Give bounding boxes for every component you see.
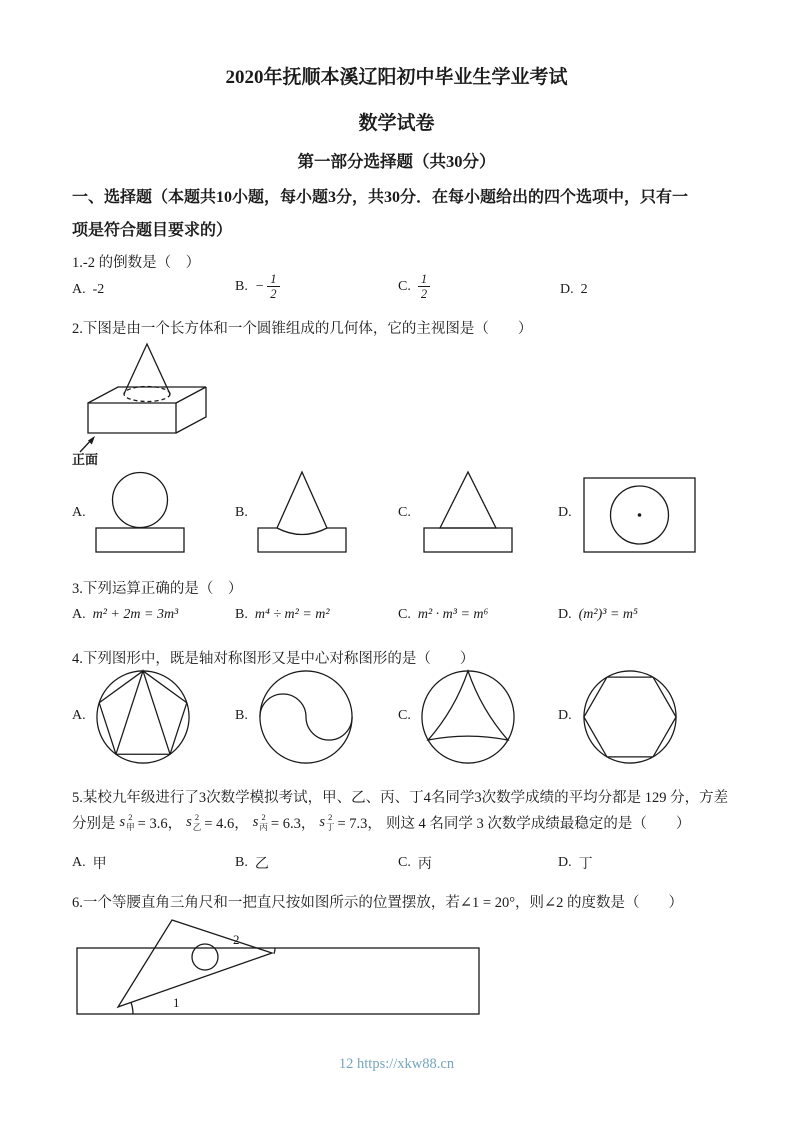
watermark-footer: 12 https://xkw88.cn: [338, 1056, 455, 1072]
q4-option-c-figure: [419, 668, 517, 766]
variance-symbol: s 2 丁: [319, 811, 335, 832]
cuboid-side-face: [176, 387, 206, 433]
q4-option-c-label: C.: [398, 708, 411, 723]
q2-option-d-label: D.: [558, 505, 572, 520]
center-dot: [638, 513, 642, 517]
arrowhead: [88, 436, 95, 445]
q3-option-c: [398, 607, 488, 623]
q2-option-c-figure: [418, 470, 518, 562]
option-value: 2: [580, 282, 588, 297]
q3-option-b: [235, 607, 330, 623]
triangle-shape: [440, 472, 496, 528]
circle-shape: [584, 671, 676, 763]
q2-option-a-figure: [90, 470, 190, 562]
inscribed-hexagon: [584, 677, 676, 757]
variance-value: = 4.6，: [204, 816, 249, 832]
variance-symbol: s 2 甲: [119, 811, 135, 832]
section-heading: 第一部分选择题（共30分）: [297, 152, 496, 171]
q5-option-d: [558, 853, 593, 873]
option-label: D.: [558, 607, 572, 622]
q2-solid-figure: [72, 340, 232, 466]
math-formula: m⁴ ÷ m² = m²: [254, 607, 330, 622]
triangle-ruler: [118, 920, 272, 1007]
variance-term: [319, 812, 382, 833]
circle-shape: [422, 671, 514, 763]
fraction: [267, 272, 279, 302]
angle-1-arc: [131, 1002, 133, 1014]
q4-option-a-figure: [94, 668, 192, 766]
question-1-text: 1.-2 的倒数是（ ）: [72, 255, 201, 271]
fraction: [418, 272, 430, 302]
variance-value: = 6.3，: [270, 816, 316, 832]
question-3-text: 3.下列运算正确的是（ ）: [72, 581, 243, 597]
q6-ruler-figure: [75, 918, 485, 1020]
option-label: A.: [72, 855, 86, 870]
q5-option-b: [235, 853, 269, 873]
triangle-shape: [277, 472, 327, 528]
option-value: 丁: [578, 857, 593, 872]
math-formula: (m²)³ = m⁵: [578, 607, 638, 622]
fraction-denominator: 2: [420, 287, 428, 302]
option-label: C.: [398, 278, 411, 294]
q1-option-c: [398, 272, 430, 302]
question-5-line2: [72, 812, 690, 833]
variance-symbol: s 2 乙: [186, 811, 202, 832]
instructions-line-2: 项是符合题目要求的）: [72, 222, 233, 239]
q3-option-a: [72, 607, 178, 623]
q4-option-d-figure: [581, 668, 679, 766]
angle-2-arc: [274, 948, 275, 954]
option-label: D.: [560, 282, 574, 297]
option-value: 丙: [417, 857, 432, 872]
question-2-text: 2.下图是由一个长方体和一个圆锥组成的几何体，它的主视图是（ ）: [72, 321, 533, 337]
exam-title: 2020年抚顺本溪辽阳初中毕业生学业考试: [225, 67, 568, 88]
q5-option-c: [398, 853, 432, 873]
q5-option-a: [72, 853, 107, 873]
fraction-numerator: 1: [418, 272, 430, 287]
straight-ruler: [77, 948, 479, 1014]
line2-suffix: 则这 4 名同学 3 次数学成绩最稳定的是（ ）: [385, 816, 691, 832]
q4-option-b-figure: [257, 668, 355, 766]
option-label: C.: [398, 607, 411, 622]
instructions-line-1: 一、选择题（本题共10小题，每小题3分，共30分．在每小题给出的四个选项中，只有一: [72, 189, 689, 206]
fraction-denominator: 2: [270, 287, 277, 302]
option-label: B.: [235, 278, 248, 294]
minus-sign: −: [254, 278, 265, 294]
option-value: -2: [92, 282, 105, 297]
q1-option-b: [235, 272, 280, 302]
q2-option-b-label: B.: [235, 505, 248, 520]
circle-shape: [113, 473, 168, 528]
q2-option-d-figure: [582, 476, 697, 554]
math-formula: m² · m³ = m⁶: [417, 607, 489, 622]
cone-base-ellipse: [124, 387, 170, 402]
option-label: C.: [398, 855, 411, 870]
option-label: A.: [72, 607, 86, 622]
fraction-numerator: 1: [267, 272, 279, 287]
q1-option-d: [560, 282, 588, 298]
option-value: 乙: [254, 857, 269, 872]
yin-yang-curve: [260, 694, 352, 740]
q4-option-b-label: B.: [235, 708, 248, 723]
cuboid-top-face: [88, 387, 206, 403]
option-value: 甲: [92, 857, 107, 872]
base-rect: [258, 528, 346, 552]
option-label: D.: [558, 855, 572, 870]
question-4-text: 4.下列图形中，既是轴对称图形又是中心对称图形的是（ ）: [72, 651, 475, 667]
question-5-line1: 5.某校九年级进行了3次数学模拟考试，甲、乙、丙、丁4名同学3次数学成绩的平均分都是 129 分，方差: [72, 790, 729, 806]
cuboid-front-face: [88, 403, 176, 433]
option-label: B.: [235, 607, 248, 622]
curved-base-arc: [277, 528, 327, 535]
variance-term: [253, 812, 316, 833]
variance-value: = 3.6，: [137, 816, 183, 832]
option-label: A.: [72, 282, 86, 297]
pentagon-chords: [116, 671, 170, 754]
variance-value: = 7.3，: [337, 816, 382, 832]
base-rect: [424, 528, 512, 552]
q1-option-a: [72, 282, 104, 298]
angle-1-label: 1: [173, 995, 180, 1010]
base-rect: [96, 528, 184, 552]
exam-subtitle: 数学试卷: [358, 113, 435, 134]
variance-term: [120, 812, 183, 833]
angle-2-label: 2: [233, 932, 240, 947]
variance-symbol: s 2 丙: [252, 811, 268, 832]
inscribed-curved-triangle: [428, 671, 508, 740]
front-view-label: 正面: [72, 452, 99, 467]
q2-option-a-label: A.: [72, 505, 86, 520]
option-label: B.: [235, 855, 248, 870]
q4-option-d-label: D.: [558, 708, 572, 723]
q2-option-b-figure: [252, 470, 352, 562]
variance-term: [186, 812, 249, 833]
q4-option-a-label: A.: [72, 708, 86, 723]
q3-option-d: [558, 607, 638, 623]
question-6-text: 6.一个等腰直角三角尺和一把直尺按如图所示的位置摆放，若∠1 = 20°，则∠2 的度数是（ ）: [72, 895, 684, 911]
math-formula: m² + 2m = 3m³: [92, 607, 179, 622]
circle-shape: [97, 671, 189, 763]
q2-option-c-label: C.: [398, 505, 411, 520]
line2-prefix: 分别是: [72, 816, 116, 832]
